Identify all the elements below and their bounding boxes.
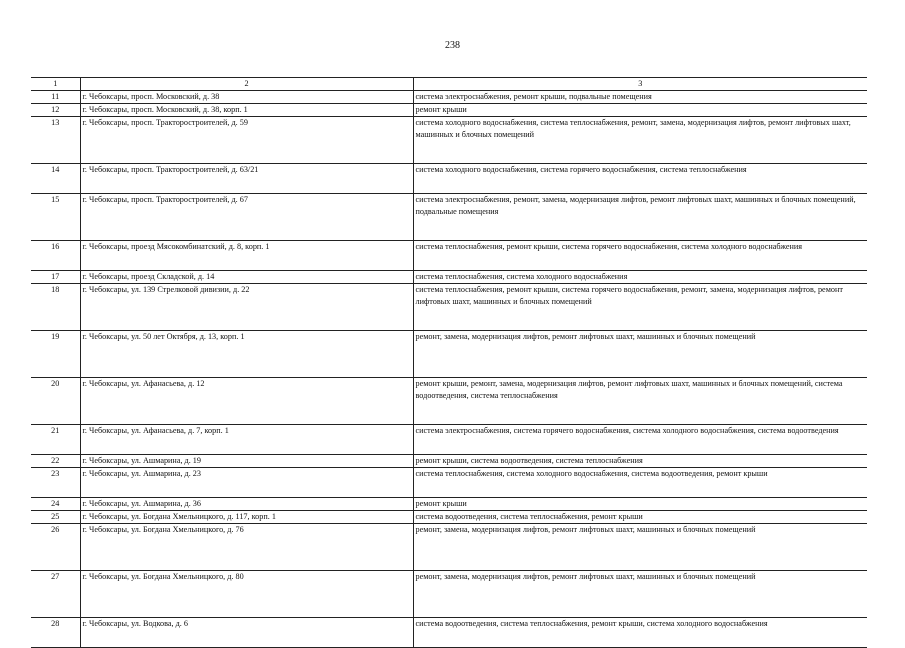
- row-number: 13: [31, 117, 80, 164]
- table-row: [31, 571, 867, 618]
- row-address: г. Чебоксары, ул. Афанасьева, д. 7, корп. 1: [80, 425, 413, 455]
- row-number: 22: [31, 455, 80, 468]
- table-row: [31, 331, 867, 378]
- row-works: ремонт крыши: [413, 104, 867, 117]
- row-works: система холодного водоснабжения, система горячего водоснабжения, система теплоснабжения: [413, 164, 867, 194]
- row-works: система теплоснабжения, ремонт крыши, система горячего водоснабжения, ремонт, замена, модернизация лифтов, ремонт лифтовых шахт, машинных и блочных помещений: [413, 284, 867, 331]
- row-number: 23: [31, 468, 80, 498]
- table-row: [31, 241, 867, 271]
- row-number: 17: [31, 271, 80, 284]
- row-address: г. Чебоксары, просп. Московский, д. 38: [80, 91, 413, 104]
- row-works: система теплоснабжения, система холодного водоснабжения, система водоотведения, ремонт крыши: [413, 468, 867, 498]
- row-number: 19: [31, 331, 80, 378]
- row-number: 26: [31, 524, 80, 571]
- row-address: г. Чебоксары, ул. Афанасьева, д. 12: [80, 378, 413, 425]
- table-row: [31, 498, 867, 511]
- row-address: г. Чебоксары, просп. Тракторостроителей, д. 63/21: [80, 164, 413, 194]
- table-row: [31, 271, 867, 284]
- header-col-address: 2: [80, 78, 413, 91]
- row-number: 24: [31, 498, 80, 511]
- row-number: 12: [31, 104, 80, 117]
- row-address: г. Чебоксары, ул. Богдана Хмельницкого, д. 80: [80, 571, 413, 618]
- row-address: г. Чебоксары, проезд Складской, д. 14: [80, 271, 413, 284]
- row-works: система водоотведения, система теплоснабжения, ремонт крыши, система холодного водоснабжения: [413, 618, 867, 648]
- table-row: [31, 284, 867, 331]
- row-works: система электроснабжения, система горячего водоснабжения, система холодного водоснабжения, система водоотведения: [413, 425, 867, 455]
- row-address: г. Чебоксары, ул. 139 Стрелковой дивизии, д. 22: [80, 284, 413, 331]
- row-address: г. Чебоксары, ул. Водкова, д. 6: [80, 618, 413, 648]
- table-row: [31, 164, 867, 194]
- table-row: [31, 468, 867, 498]
- row-works: система теплоснабжения, ремонт крыши, система горячего водоснабжения, система холодного водоснабжения: [413, 241, 867, 271]
- row-address: г. Чебоксары, ул. Ашмарина, д. 19: [80, 455, 413, 468]
- row-works: система теплоснабжения, система холодного водоснабжения: [413, 271, 867, 284]
- row-works: ремонт, замена, модернизация лифтов, ремонт лифтовых шахт, машинных и блочных помещений: [413, 571, 867, 618]
- row-works: ремонт крыши, система водоотведения, система теплоснабжения: [413, 455, 867, 468]
- row-number: 20: [31, 378, 80, 425]
- row-address: г. Чебоксары, ул. Ашмарина, д. 23: [80, 468, 413, 498]
- row-works: ремонт крыши, ремонт, замена, модернизация лифтов, ремонт лифтовых шахт, машинных и блочных помещений, система водоотведения, система теплоснабжения: [413, 378, 867, 425]
- table-row: [31, 194, 867, 241]
- row-number: 18: [31, 284, 80, 331]
- table-row: [31, 618, 867, 648]
- page-number: 238: [445, 40, 460, 51]
- row-number: 11: [31, 91, 80, 104]
- table-row: [31, 117, 867, 164]
- row-number: 28: [31, 618, 80, 648]
- row-number: 16: [31, 241, 80, 271]
- row-number: 27: [31, 571, 80, 618]
- row-address: г. Чебоксары, ул. Ашмарина, д. 36: [80, 498, 413, 511]
- table-row: [31, 511, 867, 524]
- repair-works-table: [31, 77, 867, 648]
- row-address: г. Чебоксары, просп. Московский, д. 38, корп. 1: [80, 104, 413, 117]
- table-row: [31, 524, 867, 571]
- header-col-works: 3: [413, 78, 867, 91]
- table-body: [31, 78, 867, 648]
- row-number: 15: [31, 194, 80, 241]
- row-number: 14: [31, 164, 80, 194]
- row-number: 21: [31, 425, 80, 455]
- row-works: система водоотведения, система теплоснабжения, ремонт крыши: [413, 511, 867, 524]
- row-works: система электроснабжения, ремонт, замена, модернизация лифтов, ремонт лифтовых шахт, машинных и блочных помещений, подвальные помещения: [413, 194, 867, 241]
- row-address: г. Чебоксары, просп. Тракторостроителей, д. 67: [80, 194, 413, 241]
- row-address: г. Чебоксары, ул. Богдана Хмельницкого, д. 117, корп. 1: [80, 511, 413, 524]
- row-works: система холодного водоснабжения, система теплоснабжения, ремонт, замена, модернизация лифтов, ремонт лифтовых шахт, машинных и блочных помещений: [413, 117, 867, 164]
- row-works: ремонт, замена, модернизация лифтов, ремонт лифтовых шахт, машинных и блочных помещений: [413, 524, 867, 571]
- row-address: г. Чебоксары, проезд Мясокомбинатский, д. 8, корп. 1: [80, 241, 413, 271]
- row-address: г. Чебоксары, ул. 50 лет Октября, д. 13, корп. 1: [80, 331, 413, 378]
- row-number: 25: [31, 511, 80, 524]
- table-row: [31, 378, 867, 425]
- header-col-number: 1: [31, 78, 80, 91]
- table-header-row: [31, 78, 867, 91]
- row-works: ремонт, замена, модернизация лифтов, ремонт лифтовых шахт, машинных и блочных помещений: [413, 331, 867, 378]
- row-works: ремонт крыши: [413, 498, 867, 511]
- table-row: [31, 425, 867, 455]
- row-works: система электроснабжения, ремонт крыши, подвальные помещения: [413, 91, 867, 104]
- table-row: [31, 91, 867, 104]
- row-address: г. Чебоксары, ул. Богдана Хмельницкого, д. 76: [80, 524, 413, 571]
- row-address: г. Чебоксары, просп. Тракторостроителей, д. 59: [80, 117, 413, 164]
- table-row: [31, 104, 867, 117]
- table-row: [31, 455, 867, 468]
